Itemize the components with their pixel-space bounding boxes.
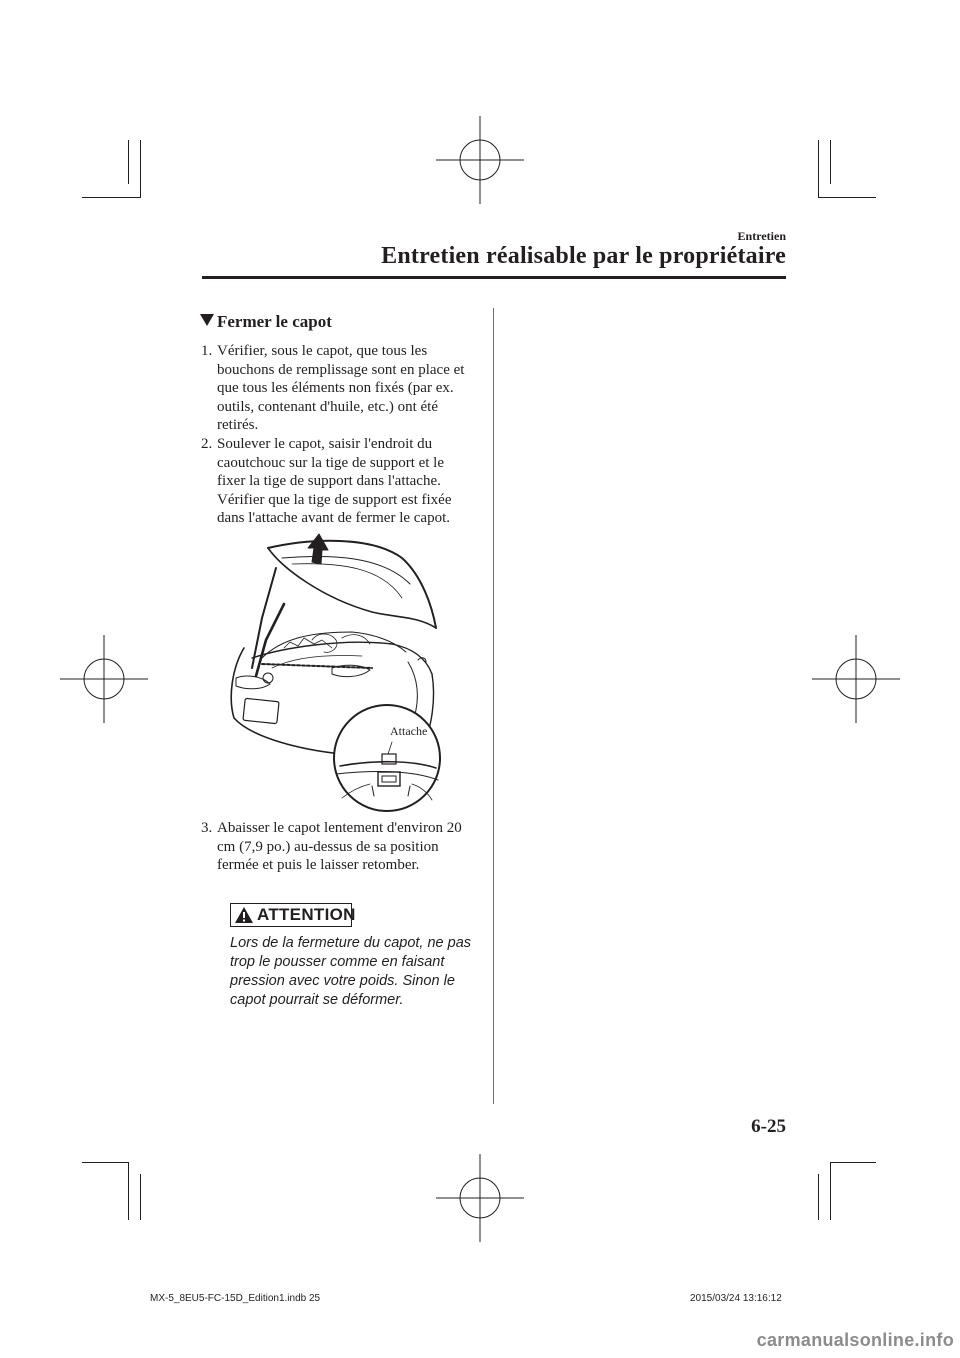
step-text: Abaisser le capot lentement d'environ 20 cm (7,9 po.) au-dessus de sa position fermée et puis le laisser retomber. <box>217 820 462 874</box>
footer-file: MX-5_8EU5-FC-15D_Edition1.indb 25 <box>150 1293 321 1304</box>
footer-timestamp: 2015/03/24 13:16:12 <box>690 1293 782 1304</box>
step-number: 2. <box>201 436 213 452</box>
watermark: carmanualsonline.info <box>756 1330 954 1350</box>
section-heading-text: Fermer le capot <box>217 312 332 331</box>
step-3 <box>201 819 473 875</box>
caution-header <box>230 903 356 927</box>
caution-text: Lors de la fermeture du capot, ne pas trop le pousser comme en faisant pression avec votre poids. Sinon le capot pourrait se déformer. <box>230 935 472 1008</box>
section-heading <box>200 312 332 332</box>
chapter-category: Entretien <box>737 229 786 243</box>
column-divider <box>493 308 494 1104</box>
section-triangle-icon <box>200 314 214 326</box>
hood-illustration <box>222 528 444 812</box>
step-text: Vérifier, sous le capot, que tous les bouchons de remplissage sont en place et que tous les éléments non fixés (par ex. outils, contenant d'huile, etc.) ont été retirés. <box>217 343 465 434</box>
page-number: 6-25 <box>751 1116 786 1137</box>
step-text: Soulever le capot, saisir l'endroit du caoutchouc sur la tige de support et le fixer la tige de support dans l'attache. Vérifier que la tige de support est fixée dans l'attache avant de fermer le capot. <box>217 436 452 527</box>
step-2 <box>201 435 473 528</box>
step-number: 1. <box>201 343 213 359</box>
header-divider <box>202 276 786 279</box>
page-title: Entretien réalisable par le propriétaire <box>381 243 786 269</box>
caution-label: ATTENTION <box>257 905 356 924</box>
warning-triangle-icon <box>234 906 254 924</box>
callout-label: Attache <box>390 724 428 738</box>
step-number: 3. <box>201 820 213 836</box>
step-1 <box>201 342 473 435</box>
